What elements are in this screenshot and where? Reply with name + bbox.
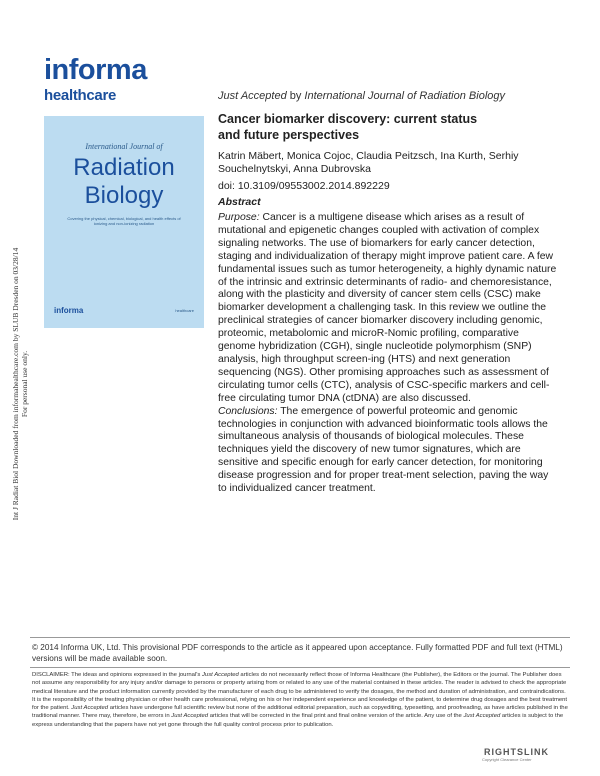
title-line-2: and future perspectives — [218, 128, 360, 142]
journal-name: International Journal of Radiation Biology — [304, 90, 505, 102]
disclaimer-part: articles is subject to the express understanding that the papers have not yet gone through the full quality control process prior to publication. — [32, 713, 564, 728]
rightslink-subtitle: Copyright Clearance Center — [482, 757, 532, 762]
divider — [30, 637, 570, 638]
cover-title-line-2: Biology — [84, 182, 164, 209]
disclaimer-part: articles do not necessarily reflect those of Informa Healthcare (the Publisher), the Editors or the journal. The Publisher does not assume any responsibility for any injury and/or damage to persons or property arising from or related to any use of the material contained in these articles. The reader is advised to check the appropriate medical literature and the product information currently provided by the manufacturer of each drug to be administered to verify the dosages, the method and duration of administration, and contraindications. It is the responsibility of the treating physician or other health care professional, relying on his or her independent experience and knowledge of the patient, to determine drug dosages and the best treatment for the patient. — [32, 672, 568, 712]
journal-cover — [44, 116, 204, 328]
rightslink-logo[interactable]: RIGHTSLINK — [484, 747, 549, 757]
divider — [30, 667, 570, 668]
abstract-conclusions — [218, 406, 558, 496]
disclaimer-part: articles have undergone full scientific review but none of the additional editorial preparation, such as copyediting, typesetting, and proofreading, as have articles published in the traditional manner. There may, therefore, be errors in — [32, 705, 568, 720]
disclaimer-part: articles that will be corrected in the final print and final online version of the article. Any use of the — [208, 713, 464, 720]
abstract-purpose — [218, 212, 558, 406]
abstract-heading: Abstract — [218, 196, 261, 208]
cover-subtitle: Covering the physical, chemical, biological, and health effects of ionizing and non-ionizing radiation — [67, 216, 181, 226]
conclusions-label: Conclusions: — [218, 405, 278, 417]
healthcare-logo: healthcare — [44, 87, 117, 104]
disclaimer-part: DISCLAIMER: The ideas and opinions expressed in the journal's — [32, 672, 202, 678]
informa-logo: informa — [44, 54, 147, 86]
disclaimer — [32, 671, 568, 729]
cover-meta: healthcare — [175, 308, 194, 313]
disclaimer-emphasis: Just Accepted — [71, 705, 109, 712]
cover-title — [44, 154, 204, 210]
download-watermark — [11, 239, 29, 529]
cover-title-line-1: Radiation — [73, 154, 175, 181]
cover-kicker: International Journal of — [85, 142, 163, 151]
disclaimer-emphasis: Just Accepted — [463, 713, 501, 720]
copyright-notice: © 2014 Informa UK, Ltd. This provisional PDF corresponds to the article as it appeared upon acceptance. Fully formatted PDF and full text (HTML) versions will be made available soon. — [32, 643, 563, 663]
doi: doi: 10.3109/09553002.2014.892229 — [218, 180, 390, 192]
purpose-label: Purpose: — [218, 212, 260, 223]
disclaimer-emphasis: Just Accepted — [171, 713, 209, 720]
watermark-line-2: For personal use only. — [20, 350, 29, 418]
abstract-body — [218, 212, 558, 496]
cover-publisher-logo: informa — [54, 306, 84, 315]
watermark-line-1: Int J Radiat Biol Downloaded from informahealthcare.com by SLUB Dresden on 03/28/14 — [11, 247, 20, 521]
purpose-text: Cancer is a multigene disease which arises as a result of mutational and epigenetic changes coupled with activation of complex signaling networks. The use of biomarkers for early cancer detection, staging and individualization of therapy might improve patient care. A few fundamental issues such as tumor heterogeneity, a highly dynamic nature of the intrinsic and extrinsic determinants of radio- and chemoresistance, along with the plasticity and diversity of cancer stem cells (CSC) make biomarker development a challenging task. In this review we outline the preclinical strategies of cancer biomarker discovery including genomic, proteomic, metabolomic and microR-Nomic profiling, comparative genome hybridization (CGH), single nucleotide polymorphism (SNP) analysis, high throughput screen-ing (HTS) and next generation sequencing (NGS). Other promising approaches such as assessment of circulating tumor cells (CTC), analysis of CSC-specific markers and cell-free circulating tumor DNA (ctDNA) are also discussed. — [218, 212, 557, 404]
article-title — [218, 111, 518, 143]
author-list: Katrin Mäbert, Monica Cojoc, Claudia Peitzsch, Ina Kurth, Serhiy Souchelnytskyi, Anna Dubrovska — [218, 150, 519, 175]
just-accepted-label: Just Accepted — [218, 90, 287, 102]
conclusions-text: The emergence of powerful proteomic and genomic technologies in conjunction with advanced bioinformatic tools allows the simultaneous analysis of thousands of biological molecules. These techniques yield the discovery of new tumor signatures, which are sensitive and specific enough for early cancer detection, for monitoring disease progression and for proper treat-ment selection, paving the way to individualized cancer treatment. — [218, 405, 549, 495]
by-label: by — [286, 90, 305, 102]
title-line-1: Cancer biomarker discovery: current status — [218, 112, 478, 126]
disclaimer-emphasis: Just Accepted — [201, 672, 239, 678]
just-accepted-line — [218, 90, 505, 102]
